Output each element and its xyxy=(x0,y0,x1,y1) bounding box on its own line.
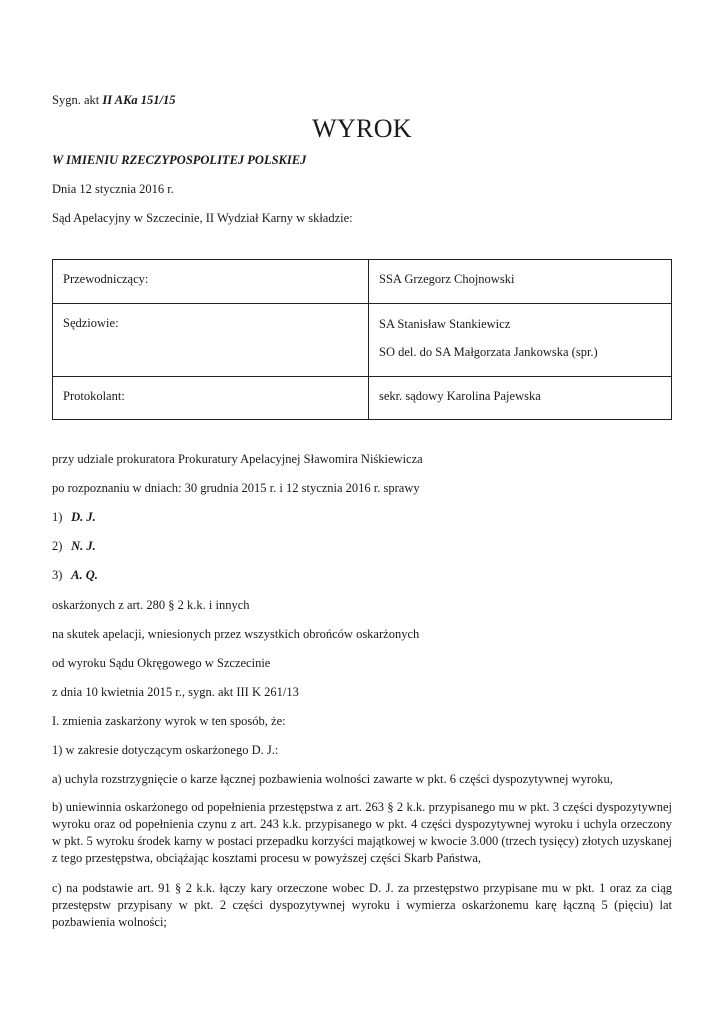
lower-court-line: od wyroku Sądu Okręgowego w Szczecinie xyxy=(52,656,271,670)
judgment-date: Dnia 12 stycznia 2016 r. xyxy=(52,182,174,196)
composition-row-judges xyxy=(53,304,672,377)
defendant-item xyxy=(52,538,96,554)
ruling-point-b: b) uniewinnia oskarżonego od popełnienia przestępstwa z art. 263 § 2 k.k. przypisanego mu w pkt. 3 części dyspozytywnej wyroku oraz od popełnienia czynu z art. 243 k.k. przypisanego w pkt. 4 części dyspozytywnej wyroku i uchyla orzeczony w pkt. 5 wyroku środek karny w postaci przepadku korzyści majątkowej w kwocie 3.000 (trzech tysięcy) złotych uzyskanej z tego przestępstwa, obciążając kosztami procesu w powyższej części Skarb Państwa, xyxy=(52,800,672,865)
composition-table xyxy=(52,259,672,420)
case-signature-prefix: Sygn. akt xyxy=(52,93,100,107)
composition-row-presiding xyxy=(53,260,672,304)
judges-value xyxy=(369,304,672,377)
appeal-line: na skutek apelacji, wniesionych przez wszystkich obrońców oskarżonych xyxy=(52,627,420,641)
ruling-point-a: a) uchyla rozstrzygnięcie o karze łącznej pozbawienia wolności zawarte w pkt. 6 części dyspozytywnej wyroku, xyxy=(52,772,613,786)
defendant-name: D. J. xyxy=(71,510,96,524)
judge-name: SA Stanisław Stankiewicz xyxy=(379,317,511,331)
clerk-label: Protokolant: xyxy=(53,377,369,420)
case-signature xyxy=(52,92,176,108)
clerk-value: sekr. sądowy Karolina Pajewska xyxy=(369,377,672,420)
defendant-number: 3) xyxy=(52,568,63,582)
judge-name: SO del. do SA Małgorzata Jankowska (spr.) xyxy=(379,345,598,359)
judges-label: Sędziowie: xyxy=(53,304,369,377)
in-name-heading: W IMIENIU RZECZYPOSPOLITEJ POLSKIEJ xyxy=(52,153,307,167)
lower-judgment-date-line: z dnia 10 kwietnia 2015 r., sygn. akt III K 261/13 xyxy=(52,685,299,699)
court-composition-intro: Sąd Apelacyjny w Szczecinie, II Wydział Karny w składzie: xyxy=(52,211,353,225)
case-signature-number: II AKa 151/15 xyxy=(102,93,176,107)
presiding-label: Przewodniczący: xyxy=(53,260,369,304)
hearing-line: po rozpoznaniu w dniach: 30 grudnia 2015 r. i 12 stycznia 2016 r. sprawy xyxy=(52,481,420,495)
ruling-point-1: 1) w zakresie dotyczącym oskarżonego D. J.: xyxy=(52,743,279,757)
defendant-item xyxy=(52,567,98,583)
presiding-value: SSA Grzegorz Chojnowski xyxy=(369,260,672,304)
composition-row-clerk xyxy=(53,377,672,420)
ruling-point-I: I. zmienia zaskarżony wyrok w ten sposób, że: xyxy=(52,714,286,728)
defendant-number: 2) xyxy=(52,539,63,553)
ruling-point-c: c) na podstawie art. 91 § 2 k.k. łączy kary orzeczone wobec D. J. za przestępstwo przypisane mu w pkt. 1 oraz za ciąg przestępstw przypisany w pkt. 2 części dyspozytywnej wyroku i wymierza oskarżonemu karę łączną 5 (pięciu) lat pozbawienia wolności; xyxy=(52,881,672,929)
document-title: WYROK xyxy=(312,114,412,143)
defendant-name: A. Q. xyxy=(71,568,98,582)
defendant-item xyxy=(52,509,96,525)
prosecutor-line: przy udziale prokuratora Prokuratury Apelacyjnej Sławomira Niśkiewicza xyxy=(52,452,423,466)
defendant-name: N. J. xyxy=(71,539,96,553)
charges-line: oskarżonych z art. 280 § 2 k.k. i innych xyxy=(52,598,250,612)
defendant-number: 1) xyxy=(52,510,63,524)
